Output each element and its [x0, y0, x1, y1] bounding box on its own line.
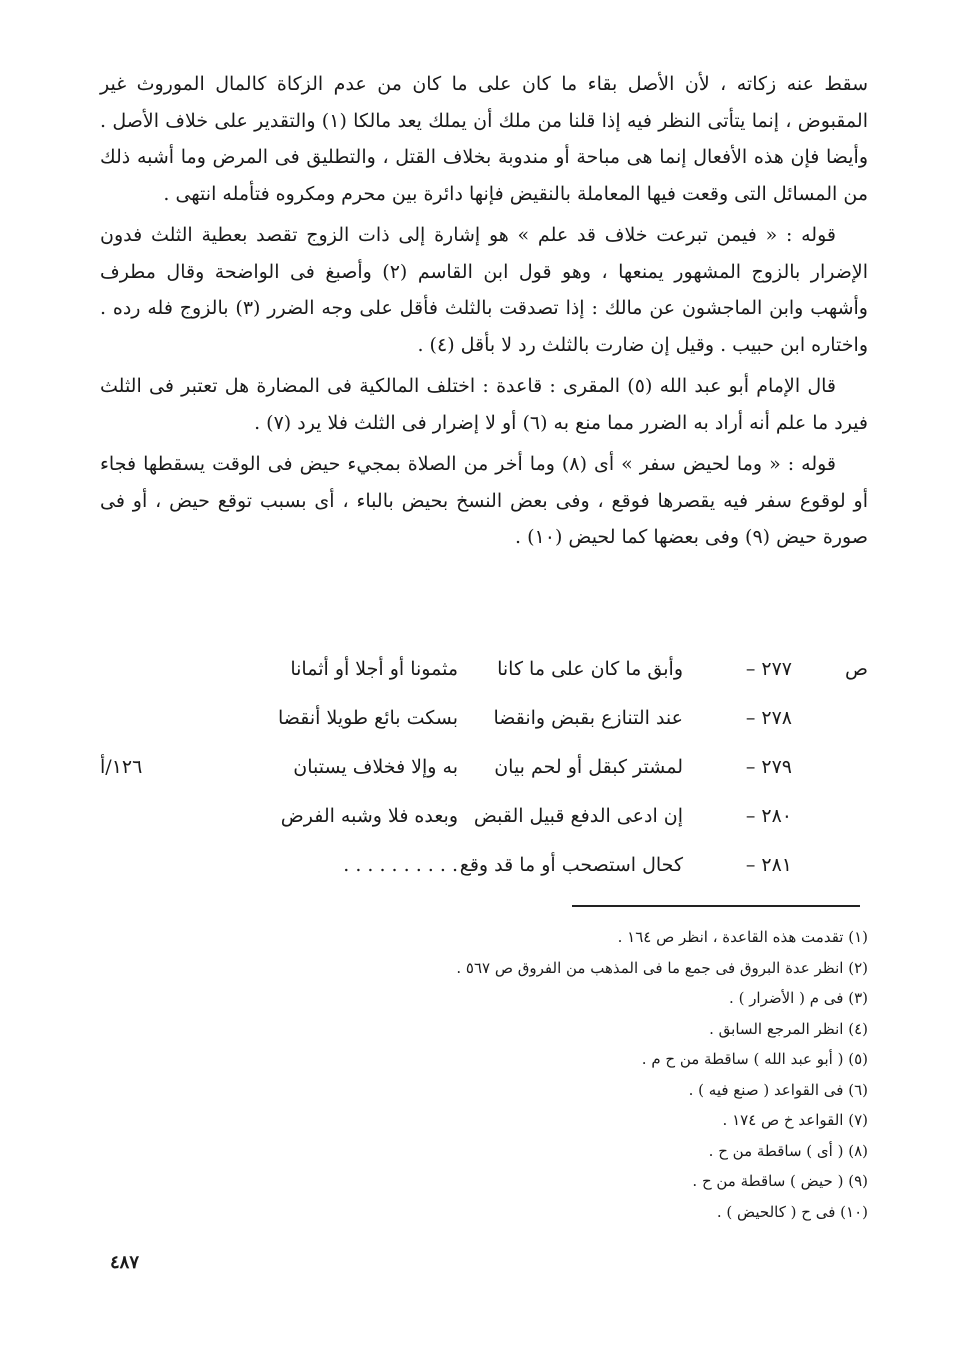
- verse-row: [100, 645, 868, 694]
- verse-second-hemistich: مثمونا أو أجلا أو أثمانا: [290, 658, 458, 680]
- footnote-8: (٨) ( أى ) ساقطة من ح .: [708, 1141, 868, 1160]
- footnote-5: (٥) ( أبو عبد الله ) ساقطة من ح م .: [641, 1050, 868, 1068]
- footnote-7: (٧) القواعد خ ص ١٧٤ .: [722, 1111, 868, 1129]
- paragraph-2: قوله : « فيمن تبرعت خلاف قد علم » هو إشارة إلى ذات الزوج تقصد بعطية الثلث فدون الإضرار بالزوج المشهور يمنعها ، وهو قول ابن القاسم (٢) وأصبغ فى الواضحة وقال مطرف وأشهب وابن الماجشون عن مالك : إذا تصدقت بالثلث فأقل على وجه الضرر (٣) بالزوج فله رده . واختاره ابن حبيب . وقيل إن ضارت بالثلث رد لا بأقل (٤) .: [100, 224, 868, 356]
- verse-first-hemistich: إن ادعى الدفع قبيل القبض: [473, 805, 683, 827]
- verse-first-hemistich: عند التنازع بقبض وانقضا: [493, 707, 683, 729]
- verse-number: ٢٨٠ –: [745, 805, 792, 827]
- footnotes: [300, 922, 868, 1227]
- footnote-3: (٣) فى م ( الأضرار ) .: [729, 989, 868, 1007]
- verse-second-hemistich: وبعده فلا وشبه الفرض: [280, 805, 458, 827]
- verse-first-hemistich: لمشتر كبقل أو لحم بيان: [494, 756, 683, 778]
- verse-row: [100, 694, 868, 743]
- paragraph-3: قال الإمام أبو عبد الله (٥) المقرى : قاعدة : اختلف المالكية فى المضارة هل تعتبر فى الثلث فيرد ما علم أنه أراد به الضرر مما منع به (٦) أو لا إضرار فى الثلث فلا يرد (٧) .: [100, 375, 868, 434]
- main-text: [100, 66, 868, 556]
- footnote-10: (١٠) فى ح ( كالحيض ) .: [716, 1202, 868, 1221]
- footnote-divider: [572, 905, 860, 907]
- verse-block: [100, 645, 868, 890]
- verse-row: [100, 841, 868, 890]
- margin-folio-note: ١٢٦/أ: [100, 756, 143, 778]
- verse-number: ٢٧٧ –: [745, 658, 792, 680]
- verse-number: ٢٧٩ –: [745, 756, 792, 778]
- footnote-4: (٤) انظر المرجع السابق .: [709, 1019, 868, 1038]
- footnote-2: (٢) انظر عدة البروق فى جمع ما فى المذهب من الفروق ص ٥٦٧ .: [456, 958, 868, 977]
- footnote-6: (٦) فى القواعد ( صنع فيه ) .: [688, 1080, 868, 1099]
- page-number: ٤٨٧: [110, 1252, 140, 1273]
- paragraph-1: سقط عنه زكاته ، لأن الأصل بقاء ما كان على ما كان من عدم الزكاة كالمال الموروث غير المقبوض ، إنما يتأتى النظر فيه إذا قلنا من ملك أن يملك يعد مالكا (١) والتقدير على خلاف الأصل . وأيضا فإن هذه الأفعال إنما هى مباحة أو مندوبة بخلاف القتل ، والتطليق فى المرض وما أشبه ذلك من المسائل التى وقعت فيها المعاملة بالنقيض فإنها دائرة بين محرم ومكروه فتأمله انتهى .: [100, 73, 868, 205]
- verse-first-hemistich: كحال استصحب أو ما قد وقع: [459, 854, 683, 876]
- verse-row: [100, 743, 868, 792]
- verse-first-hemistich: وأبق ما كان على ما كانا: [497, 658, 683, 680]
- verse-second-hemistich: . . . . . . . . . .: [343, 854, 458, 876]
- verse-marker: ص: [845, 658, 868, 680]
- verse-number: ٢٨١ –: [745, 854, 792, 876]
- verse-second-hemistich: به وإلا فخلاف يستبان: [293, 756, 458, 778]
- verse-row: [100, 792, 868, 841]
- footnote-1: (١) تقدمت هذه القاعدة ، انظر ص ١٦٤ .: [617, 928, 868, 946]
- paragraph-4: قوله : « وما لحيض سفر » أى (٨) وما أخر من الصلاة بمجيء حيض فى الوقت يسقطها فجاء أو لوقوع سفر فيه يقصرها فوقع ، وفى بعض النسخ بحيض بالباء ، أى بسبب توقع حيض ، أو فى صورة حيض (٩) وفى بعضها كما لحيض (١٠) .: [100, 453, 868, 548]
- footnote-9: (٩) ( حيض ) ساقطة من ح .: [692, 1172, 868, 1190]
- verse-second-hemistich: بسكت بائع طويلا أنقضا: [278, 707, 458, 729]
- verse-number: ٢٧٨ –: [745, 707, 792, 729]
